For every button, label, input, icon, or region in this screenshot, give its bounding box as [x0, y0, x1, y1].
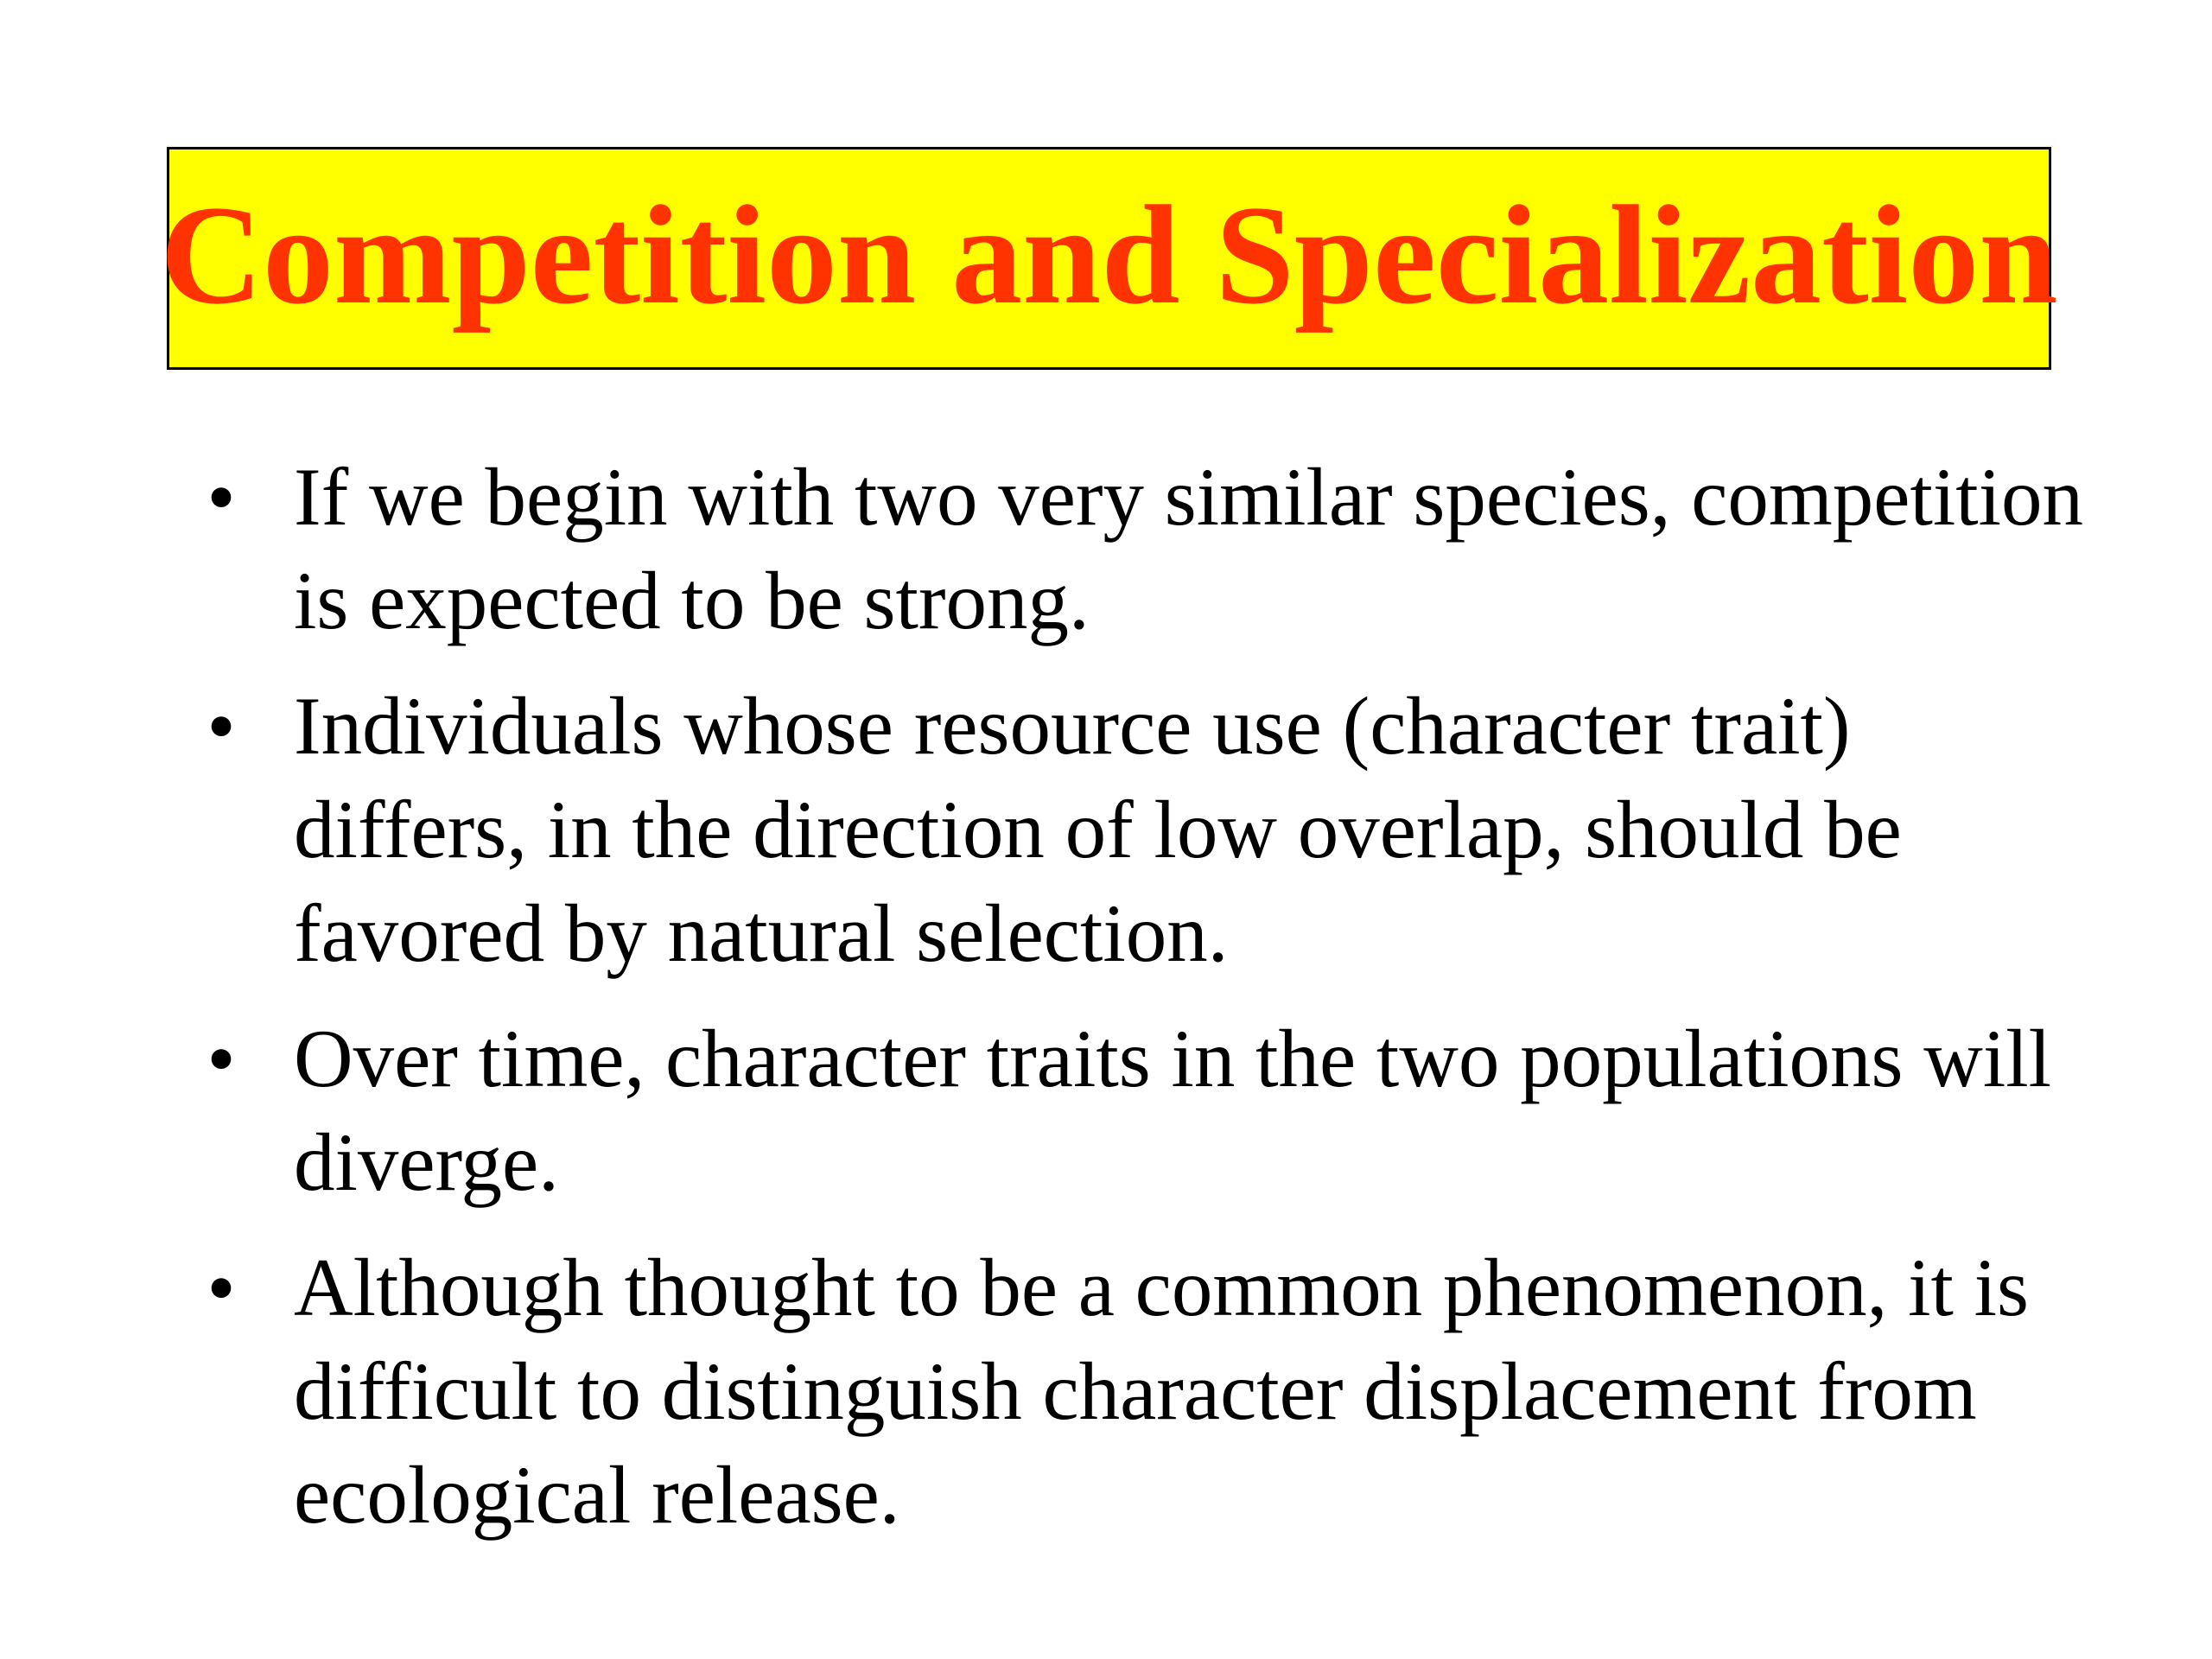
bullet-item: [204, 1236, 2088, 1547]
bullet-icon: •: [207, 451, 236, 543]
bullet-item: [204, 674, 2088, 985]
bullet-text: Over time, character traits in the two populations will diverge.: [294, 1013, 2052, 1208]
slide-title: Competition and Specialization: [160, 177, 2058, 334]
bullet-icon: •: [207, 1242, 236, 1333]
bullet-text: If we begin with two very similar species, competition is expected to be strong.: [294, 451, 2084, 646]
bullet-text: Although thought to be a common phenomenon, it is difficult to distinguish character displacement from ecological release.: [294, 1242, 2029, 1541]
bullet-text: Individuals whose resource use (character trait) differs, in the direction of low overlap, should be favored by natural selection.: [294, 680, 1902, 979]
bullet-icon: •: [207, 680, 236, 772]
bullet-icon: •: [207, 1013, 236, 1104]
bullet-item: [204, 445, 2088, 652]
bullet-item: [204, 1007, 2088, 1214]
title-banner: [160, 147, 2058, 370]
bullet-list: [204, 445, 2088, 1568]
